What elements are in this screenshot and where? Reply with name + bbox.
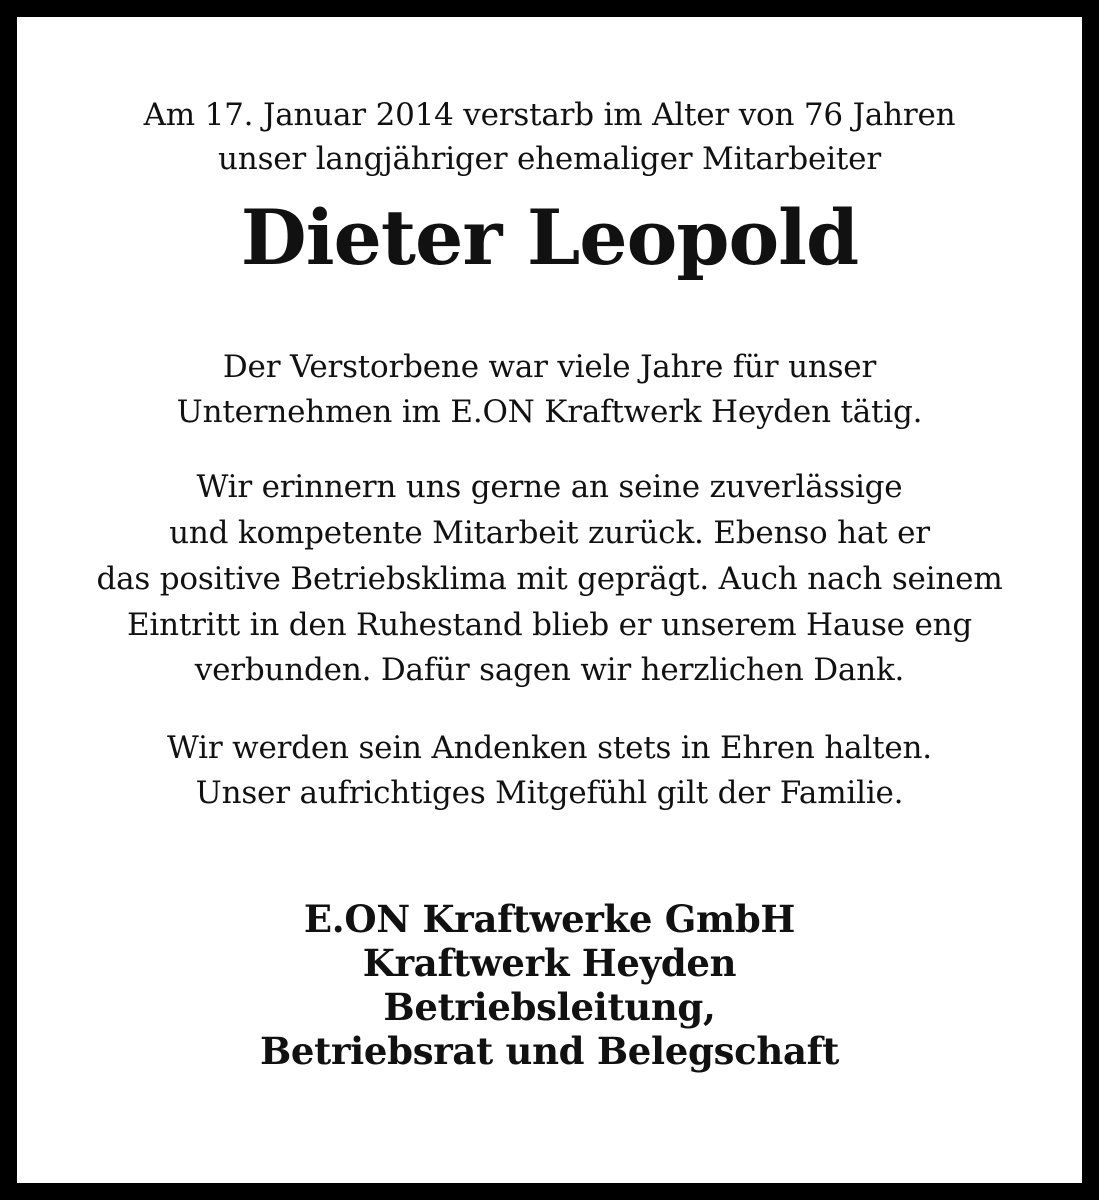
signature-staff: Betriebsrat und Belegschaft xyxy=(259,1029,840,1073)
paragraph-2-line-1: Wir erinnern uns gerne an seine zuverlässige xyxy=(196,469,903,505)
intro-line-1: Am 17. Januar 2014 verstarb im Alter von 76 Jahren xyxy=(143,97,956,133)
signature-company: E.ON Kraftwerke GmbH xyxy=(303,897,796,941)
signature-management: Betriebsleitung, xyxy=(383,985,716,1029)
paragraph-3-line-2: Unser aufrichtiges Mitgefühl gilt der Familie. xyxy=(195,775,904,811)
paragraph-1-line-2: Unternehmen im E.ON Kraftwerk Heyden tätig. xyxy=(176,394,923,430)
paragraph-2-line-2: und kompetente Mitarbeit zurück. Ebenso hat er xyxy=(169,515,930,551)
intro-line-2: unser langjähriger ehemaliger Mitarbeiter xyxy=(218,141,881,177)
paragraph-2-line-3: das positive Betriebsklima mit geprägt. Auch nach seinem xyxy=(96,561,1003,597)
signature-plant: Kraftwerk Heyden xyxy=(362,941,737,985)
paragraph-3-line-1: Wir werden sein Andenken stets in Ehren halten. xyxy=(167,730,932,766)
deceased-name: Dieter Leopold xyxy=(240,193,859,282)
paragraph-2-line-4: Eintritt in den Ruhestand blieb er unserem Hause eng xyxy=(126,607,973,643)
paragraph-1-line-1: Der Verstorbene war viele Jahre für unser xyxy=(222,349,877,385)
paragraph-2-line-5: verbunden. Dafür sagen wir herzlichen Dank. xyxy=(194,652,905,688)
